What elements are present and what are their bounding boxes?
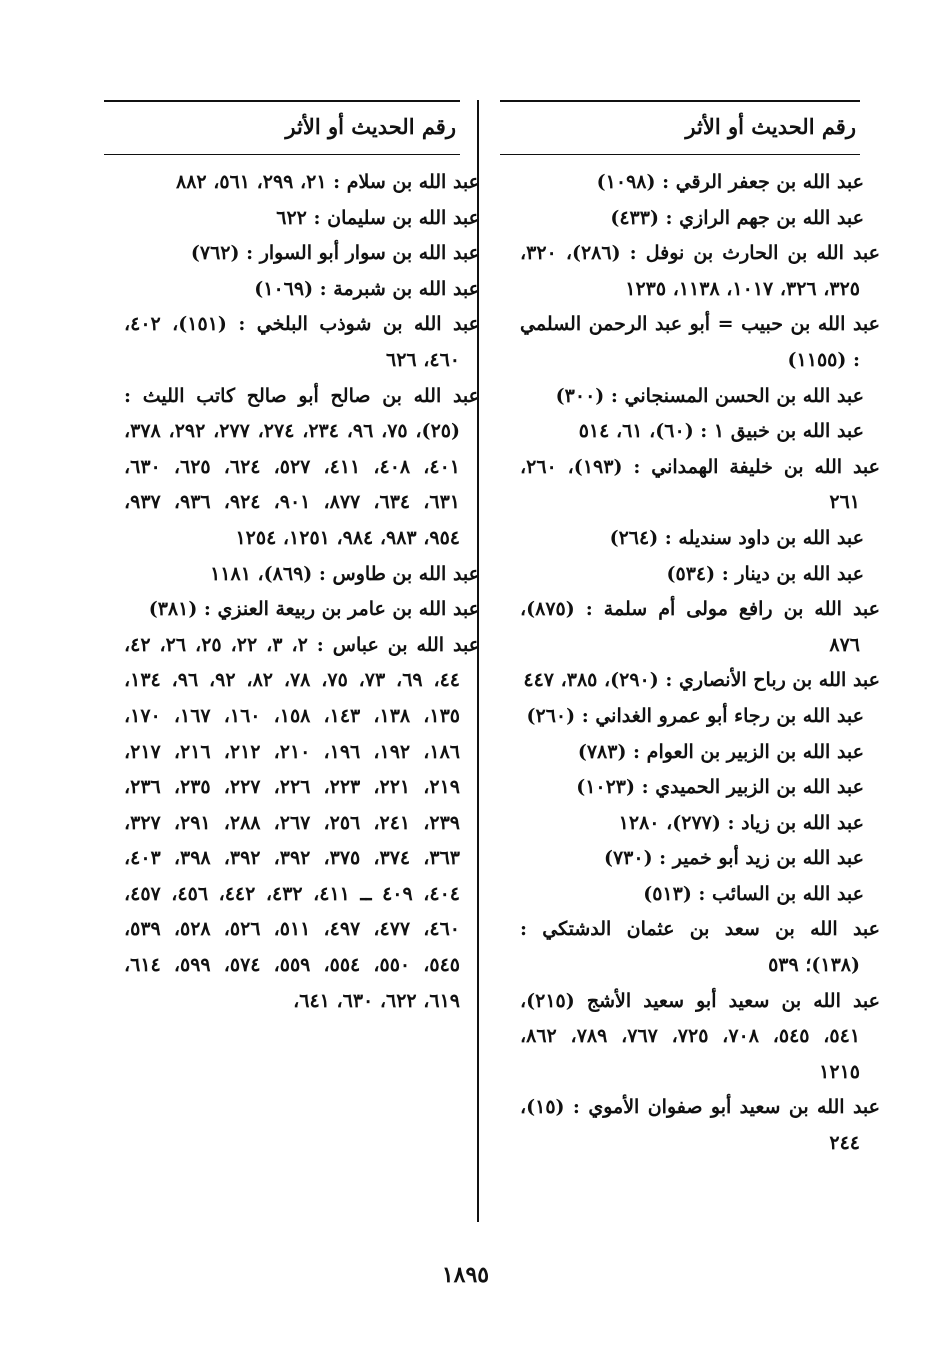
index-entry: عبد الله بن الزبير بن العوام : (٧٨٣) xyxy=(577,740,864,763)
index-entry: عبد الله بن داود سنديله : (٢٦٤) xyxy=(609,526,864,549)
index-entry: عبد الله بن الحارث بن نوفل : (٢٨٦)، ٣٢٠، ٣٢٥، ٣٢٦، ١٠١٧، ١١٣٨، ١٢٣٥ xyxy=(520,242,880,300)
index-entry: عبد الله بن صالح أبو صالح كاتب الليث : (٢٥)، ٧٥، ٩٦، ٢٣٤، ٢٧٤، ٢٧٧، ٢٩٢، ٣٧٨، ٤٠١، ٤٠٨، ٤١١، ٥٢٧، ٦٢٤، ٦٢٥، ٦٣٠، ٦٣١، ٦٣٤، ٨٧٧، ٩٠١، ٩٢٤، ٩٣٦، ٩٣٧، ٩٥٤، ٩٨٣، ٩٨٤، ١٢٥١، ١٢٥٤ xyxy=(124,384,480,549)
index-entry: عبد الله بن شوذب البلخي : (١٥١)، ٤٠٢، ٤٦٠، ٦٢٦ xyxy=(124,313,480,371)
index-entry: عبد الله بن رافع مولى أم سلمة : (٨٧٥)، ٨٧٦ xyxy=(520,598,880,656)
index-entry: عبد الله بن عباس : ٢، ٣، ٢٢، ٢٥، ٢٦، ٤٢، ٤٤، ٦٩، ٧٣، ٧٥، ٧٨، ٨٢، ٩٢، ٩٦، ١٣٤، ١٣٥، ١٣٨، ١٤٣، ١٥٨، ١٦٠، ١٦٧، ١٧٠، ١٨٦، ١٩٢، ١٩٦، ٢١٠، ٢١٢، ٢١٦، ٢١٧، ٢١٩، ٢٢١، ٢٢٣، ٢٢٦، ٢٢٧، ٢٣٥، ٢٣٦، ٢٣٩، ٢٤١، ٢٥٦، ٢٦٧، ٢٨٨، ٢٩١، ٣٢٧، ٣٦٣، ٣٧٤، ٣٧٥، ٣٩٢، ٣٩٢، ٣٩٨، ٤٠٣، ٤٠٤، ٤٠٩ ــ ٤١١، ٤٣٢، ٤٤٢، ٤٥٦، ٤٥٧، ٤٦٠، ٤٧٧، ٤٩٧، ٥١١، ٥٢٦، ٥٢٨، ٥٣٩، ٥٤٥، ٥٥٠، ٥٥٤، ٥٥٩، ٥٧٤، ٥٩٩، ٦١٤، ٦١٩، ٦٢٢، ٦٣٠، ٦٤١، xyxy=(124,633,481,1012)
left-column-entries xyxy=(104,165,481,1019)
index-entry: عبد الله بن رجاء أبو عمرو الغداني : (٢٦٠) xyxy=(526,704,864,727)
right-column-entries xyxy=(500,165,880,1162)
index-entry: عبد الله بن سعيد أبو صفوان الأموي : (١٥)، ٢٤٤ xyxy=(520,1096,880,1155)
page-number: ١٨٩٥ xyxy=(441,1262,490,1288)
index-entry: عبد الله بن رباح الأنصاري : (٢٩٠)، ٣٨٥، ٤٤٧ xyxy=(523,669,880,692)
index-entry: عبد الله بن زياد : (٢٧٧)، ١٢٨٠ xyxy=(618,811,864,834)
index-entry: عبد الله بن سوار أبو السوار : (٧٦٢) xyxy=(190,242,480,265)
index-entry: عبد الله بن السائب : (٥١٣) xyxy=(643,882,864,905)
index-entry: عبد الله بن سليمان : ٦٢٢ xyxy=(276,206,480,229)
left-column xyxy=(104,100,481,1019)
index-entry: عبد الله بن سلام : ٢١، ٢٩٩، ٥٦١، ٨٨٢ xyxy=(176,171,480,193)
index-entry: عبد الله بن طاوس : (٨٦٩)، ١١٨١ xyxy=(210,562,480,585)
right-column xyxy=(500,100,880,1162)
index-entry: عبد الله بن جهم الرازي : (٤٣٣) xyxy=(610,206,864,229)
index-entry: عبد الله بن خبيق ١ : (٦٠)، ٦١، ٥١٤ xyxy=(578,420,864,443)
index-entry: عبد الله بن شبرمة : (١٠٦٩) xyxy=(254,277,480,300)
index-entry: عبد الله بن جعفر الرقي : (١٠٩٨) xyxy=(596,171,864,193)
index-entry: عبد الله بن سعد بن عثمان الدشتكي : (١٣٨)؛ ٥٣٩ xyxy=(520,918,880,977)
index-entry: عبد الله بن الحسن المسنجاني : (٣٠٠) xyxy=(555,384,864,407)
index-entry: عبد الله بن خليفة الهمداني : (١٩٣)، ٢٦٠، ٢٦١ xyxy=(520,455,880,514)
index-entry: عبد الله بن الزبير الحميدي : (١٠٢٣) xyxy=(576,776,864,799)
index-entry: عبد الله بن دينار : (٥٣٤) xyxy=(666,562,864,585)
index-entry: عبد الله بن عامر بن ربيعة العنزي : (٣٨١) xyxy=(148,598,480,621)
left-column-header: رقم الحديث أو الأثر xyxy=(104,100,460,155)
index-entry: عبد الله بن حبيب = أبو عبد الرحمن السلمي : (١١٥٥) xyxy=(520,313,880,371)
index-entry: عبد الله بن زيد أبو خمير : (٧٣٠) xyxy=(603,847,864,870)
right-column-header: رقم الحديث أو الأثر xyxy=(500,100,860,155)
index-entry: عبد الله بن سعيد أبو سعيد الأشج (٢١٥)، ٥٤١، ٥٤٥، ٧٠٨، ٧٢٥، ٧٦٧، ٧٨٩، ٨٦٢، ١٢١٥ xyxy=(520,989,880,1083)
